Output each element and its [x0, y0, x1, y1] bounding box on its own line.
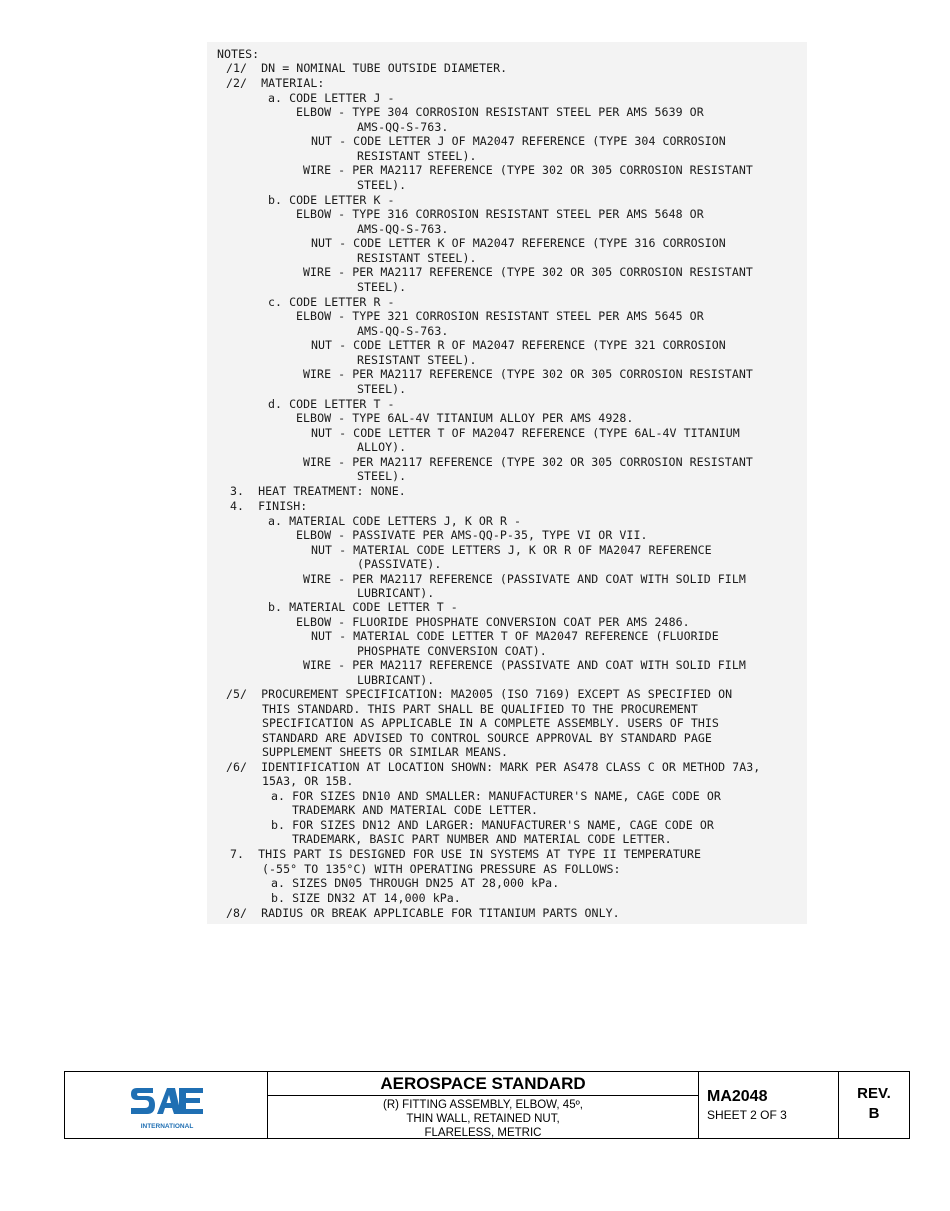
note-line: NOTES:	[217, 47, 260, 61]
note-line: a. CODE LETTER J -	[268, 91, 395, 105]
note-line: LUBRICANT).	[357, 586, 435, 600]
note-line: TRADEMARK AND MATERIAL CODE LETTER.	[292, 803, 539, 817]
note-line: ELBOW - TYPE 321 CORROSION RESISTANT STEEL PER AMS 5645 OR	[296, 309, 704, 323]
note-line: (PASSIVATE).	[357, 557, 442, 571]
note-line: STEEL).	[357, 178, 407, 192]
note-line: b. SIZE DN32 AT 14,000 kPa.	[271, 891, 461, 905]
revision-value: B	[868, 1105, 880, 1122]
note-line: b. MATERIAL CODE LETTER T -	[268, 600, 458, 614]
note-line: TRADEMARK, BASIC PART NUMBER AND MATERIAL CODE LETTER.	[292, 832, 672, 846]
note-line: STANDARD ARE ADVISED TO CONTROL SOURCE APPROVAL BY STANDARD PAGE	[262, 731, 712, 745]
note-line: 15A3, OR 15B.	[262, 774, 354, 788]
title-block	[64, 1071, 910, 1139]
note-line: c. CODE LETTER R -	[268, 295, 395, 309]
sheet-label: SHEET 2 OF 3	[707, 1108, 787, 1122]
note-line: a. SIZES DN05 THROUGH DN25 AT 28,000 kPa.	[271, 876, 560, 890]
logo-cell	[65, 1072, 268, 1138]
note-line: /8/ RADIUS OR BREAK APPLICABLE FOR TITANIUM PARTS ONLY.	[226, 906, 620, 920]
note-line: WIRE - PER MA2117 REFERENCE (TYPE 302 OR 305 CORROSION RESISTANT	[303, 455, 753, 469]
note-line: NUT - CODE LETTER R OF MA2047 REFERENCE (TYPE 321 CORROSION	[311, 338, 726, 352]
note-line: /5/ PROCUREMENT SPECIFICATION: MA2005 (ISO 7169) EXCEPT AS SPECIFIED ON	[226, 687, 733, 701]
document-number: MA2048	[707, 1088, 768, 1105]
note-line: NUT - CODE LETTER J OF MA2047 REFERENCE (TYPE 304 CORROSION	[311, 134, 726, 148]
note-line: LUBRICANT).	[357, 673, 435, 687]
note-line: /2/ MATERIAL:	[226, 76, 325, 90]
sae-logo	[129, 1084, 205, 1128]
note-line: a. FOR SIZES DN10 AND SMALLER: MANUFACTURER'S NAME, CAGE CODE OR	[271, 789, 721, 803]
note-line: ELBOW - TYPE 6AL-4V TITANIUM ALLOY PER AMS 4928.	[296, 411, 634, 425]
note-line: SPECIFICATION AS APPLICABLE IN A COMPLETE ASSEMBLY. USERS OF THIS	[262, 716, 719, 730]
description-line: THIN WALL, RETAINED NUT,	[406, 1113, 560, 1125]
note-line: RESISTANT STEEL).	[357, 251, 477, 265]
note-line: d. CODE LETTER T -	[268, 397, 395, 411]
note-line: b. FOR SIZES DN12 AND LARGER: MANUFACTURER'S NAME, CAGE CODE OR	[271, 818, 714, 832]
note-line: SUPPLEMENT SHEETS OR SIMILAR MEANS.	[262, 745, 509, 759]
description-line: (R) FITTING ASSEMBLY, ELBOW, 45º,	[383, 1099, 583, 1111]
note-line: RESISTANT STEEL).	[357, 149, 477, 163]
note-line: STEEL).	[357, 280, 407, 294]
note-line: NUT - CODE LETTER T OF MA2047 REFERENCE (TYPE 6AL-4V TITANIUM	[311, 426, 740, 440]
note-line: ALLOY).	[357, 440, 407, 454]
sae-logo-mark	[129, 1084, 205, 1120]
note-line: 3. HEAT TREATMENT: NONE.	[230, 484, 406, 498]
note-line: AMS-QQ-S-763.	[357, 222, 449, 236]
note-line: AMS-QQ-S-763.	[357, 324, 449, 338]
revision-label: REV.	[857, 1085, 891, 1102]
note-line: STEEL).	[357, 382, 407, 396]
note-line: /6/ IDENTIFICATION AT LOCATION SHOWN: MARK PER AS478 CLASS C OR METHOD 7A3,	[226, 760, 761, 774]
note-line: a. MATERIAL CODE LETTERS J, K OR R -	[268, 514, 522, 528]
standard-type: AEROSPACE STANDARD	[268, 1072, 698, 1096]
note-line: NUT - MATERIAL CODE LETTER T OF MA2047 REFERENCE (FLUORIDE	[311, 629, 719, 643]
description-line: FLARELESS, METRIC	[424, 1127, 542, 1139]
note-line: ELBOW - FLUORIDE PHOSPHATE CONVERSION COAT PER AMS 2486.	[296, 615, 690, 629]
note-line: ELBOW - TYPE 304 CORROSION RESISTANT STEEL PER AMS 5639 OR	[296, 105, 704, 119]
note-line: (-55° TO 135°C) WITH OPERATING PRESSURE AS FOLLOWS:	[262, 862, 621, 876]
standard-cell	[268, 1072, 699, 1138]
note-line: /1/ DN = NOMINAL TUBE OUTSIDE DIAMETER.	[226, 61, 508, 75]
note-line: WIRE - PER MA2117 REFERENCE (PASSIVATE AND COAT WITH SOLID FILM	[303, 658, 746, 672]
note-line: ELBOW - TYPE 316 CORROSION RESISTANT STEEL PER AMS 5648 OR	[296, 207, 704, 221]
note-line: THIS STANDARD. THIS PART SHALL BE QUALIFIED TO THE PROCUREMENT	[262, 702, 698, 716]
note-line: b. CODE LETTER K -	[268, 193, 395, 207]
note-line: STEEL).	[357, 469, 407, 483]
note-line: WIRE - PER MA2117 REFERENCE (TYPE 302 OR 305 CORROSION RESISTANT	[303, 163, 753, 177]
note-line: WIRE - PER MA2117 REFERENCE (PASSIVATE AND COAT WITH SOLID FILM	[303, 572, 746, 586]
note-line: NUT - MATERIAL CODE LETTERS J, K OR R OF MA2047 REFERENCE	[311, 543, 712, 557]
note-line: ELBOW - PASSIVATE PER AMS-QQ-P-35, TYPE VI OR VII.	[296, 528, 648, 542]
logo-subtitle: INTERNATIONAL	[140, 1123, 194, 1130]
note-line: WIRE - PER MA2117 REFERENCE (TYPE 302 OR 305 CORROSION RESISTANT	[303, 367, 753, 381]
note-line: WIRE - PER MA2117 REFERENCE (TYPE 302 OR 305 CORROSION RESISTANT	[303, 265, 753, 279]
revision-cell	[839, 1072, 909, 1138]
note-line: RESISTANT STEEL).	[357, 353, 477, 367]
note-line: 4. FINISH:	[230, 499, 308, 513]
document-number-cell	[699, 1072, 839, 1138]
note-line: NUT - CODE LETTER K OF MA2047 REFERENCE (TYPE 316 CORROSION	[311, 236, 726, 250]
note-line: AMS-QQ-S-763.	[357, 120, 449, 134]
note-line: 7. THIS PART IS DESIGNED FOR USE IN SYSTEMS AT TYPE II TEMPERATURE	[230, 847, 702, 861]
note-line: PHOSPHATE CONVERSION COAT).	[357, 644, 547, 658]
